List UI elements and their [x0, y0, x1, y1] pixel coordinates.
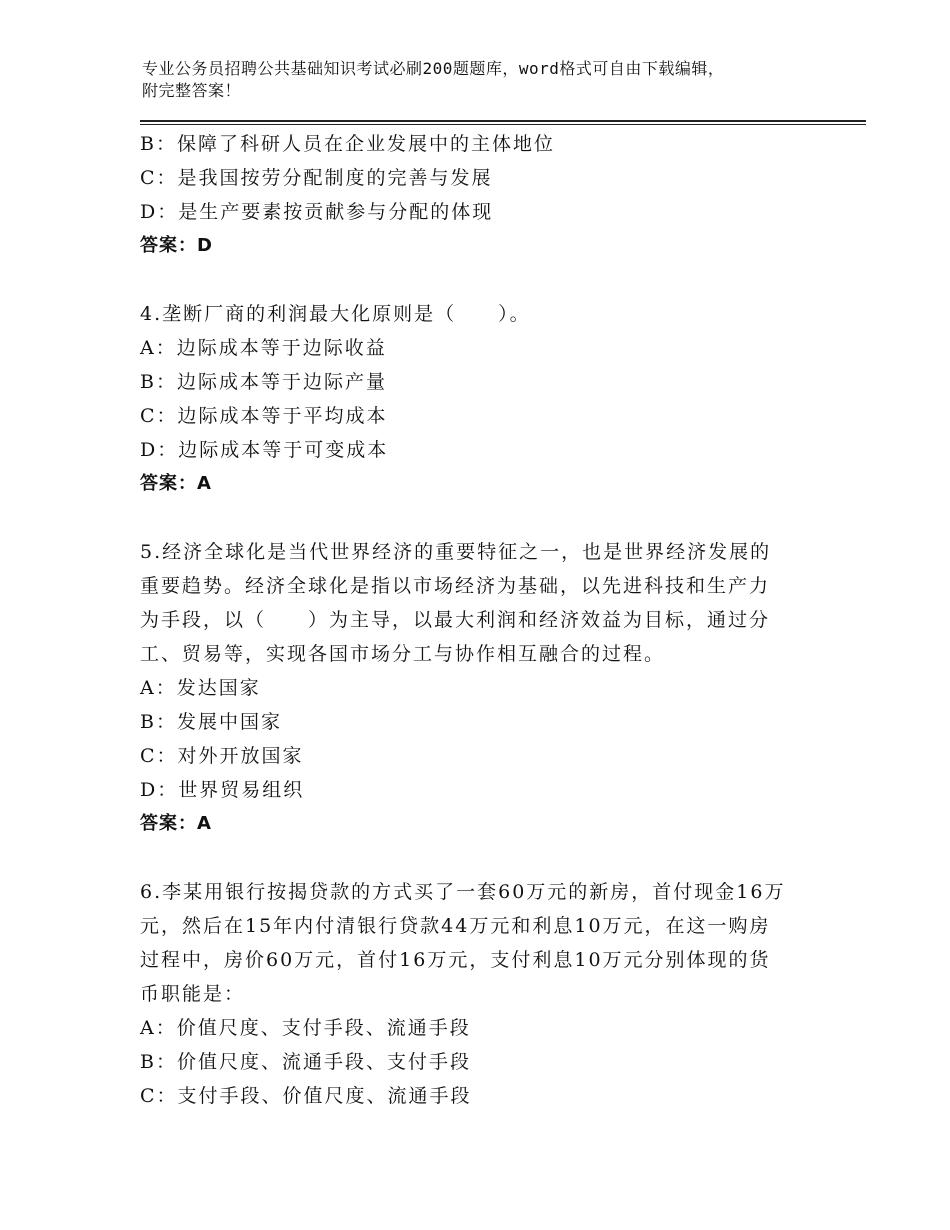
spacer — [140, 263, 840, 297]
spacer — [140, 841, 840, 875]
question-stem-line-1: 5.经济全球化是当代世界经济的重要特征之一，也是世界经济发展的 — [140, 541, 772, 563]
answer-label: 答案：D — [140, 235, 213, 256]
option-a: A：发达国家 — [140, 677, 261, 699]
question-stem-line-3: 为手段，以（ ）为主导，以最大利润和经济效益为目标，通过分 — [140, 609, 771, 631]
option-b: B：边际成本等于边际产量 — [140, 371, 387, 393]
option-c: C：支付手段、价值尺度、流通手段 — [140, 1085, 472, 1107]
header-divider — [140, 120, 866, 125]
page-header — [142, 58, 842, 102]
answer-label: 答案：A — [140, 813, 212, 834]
answer-label: 答案：A — [140, 473, 212, 494]
header-line-2: 附完整答案！ — [142, 81, 242, 100]
option-d: D：世界贸易组织 — [140, 779, 305, 801]
option-c: C：边际成本等于平均成本 — [140, 405, 388, 427]
option-b: B：价值尺度、流通手段、支付手段 — [140, 1051, 471, 1073]
question-stem: 4.垄断厂商的利润最大化原则是（ ）。 — [140, 303, 531, 325]
spacer — [140, 501, 840, 535]
option-a: A：价值尺度、支付手段、流通手段 — [140, 1017, 471, 1039]
question-6 — [140, 875, 840, 1113]
header-line-1: 专业公务员招聘公共基础知识考试必刷200题题库，word格式可自由下载编辑， — [142, 59, 725, 78]
question-3-partial — [140, 127, 840, 263]
option-b: B：保障了科研人员在企业发展中的主体地位 — [140, 133, 555, 155]
question-stem-line-2: 重要趋势。经济全球化是指以市场经济为基础，以先进科技和生产力 — [140, 575, 771, 597]
option-c: C：是我国按劳分配制度的完善与发展 — [140, 167, 493, 189]
question-stem-line-3: 过程中，房价60万元，首付16万元，支付利息10万元分别体现的货 — [140, 949, 771, 971]
question-stem-line-1: 6.李某用银行按揭贷款的方式买了一套60万元的新房，首付现金16万 — [140, 881, 786, 903]
question-4 — [140, 297, 840, 501]
question-stem-line-4: 币职能是： — [140, 983, 246, 1005]
option-d: D：是生产要素按贡献参与分配的体现 — [140, 201, 494, 223]
option-b: B：发展中国家 — [140, 711, 282, 733]
question-stem-line-4: 工、贸易等，实现各国市场分工与协作相互融合的过程。 — [140, 643, 666, 665]
question-stem-line-2: 元，然后在15年内付清银行贷款44万元和利息10万元，在这一购房 — [140, 915, 771, 937]
document-body — [140, 127, 840, 1113]
option-a: A：边际成本等于边际收益 — [140, 337, 387, 359]
option-d: D：边际成本等于可变成本 — [140, 439, 389, 461]
question-5 — [140, 535, 840, 841]
option-c: C：对外开放国家 — [140, 745, 304, 767]
